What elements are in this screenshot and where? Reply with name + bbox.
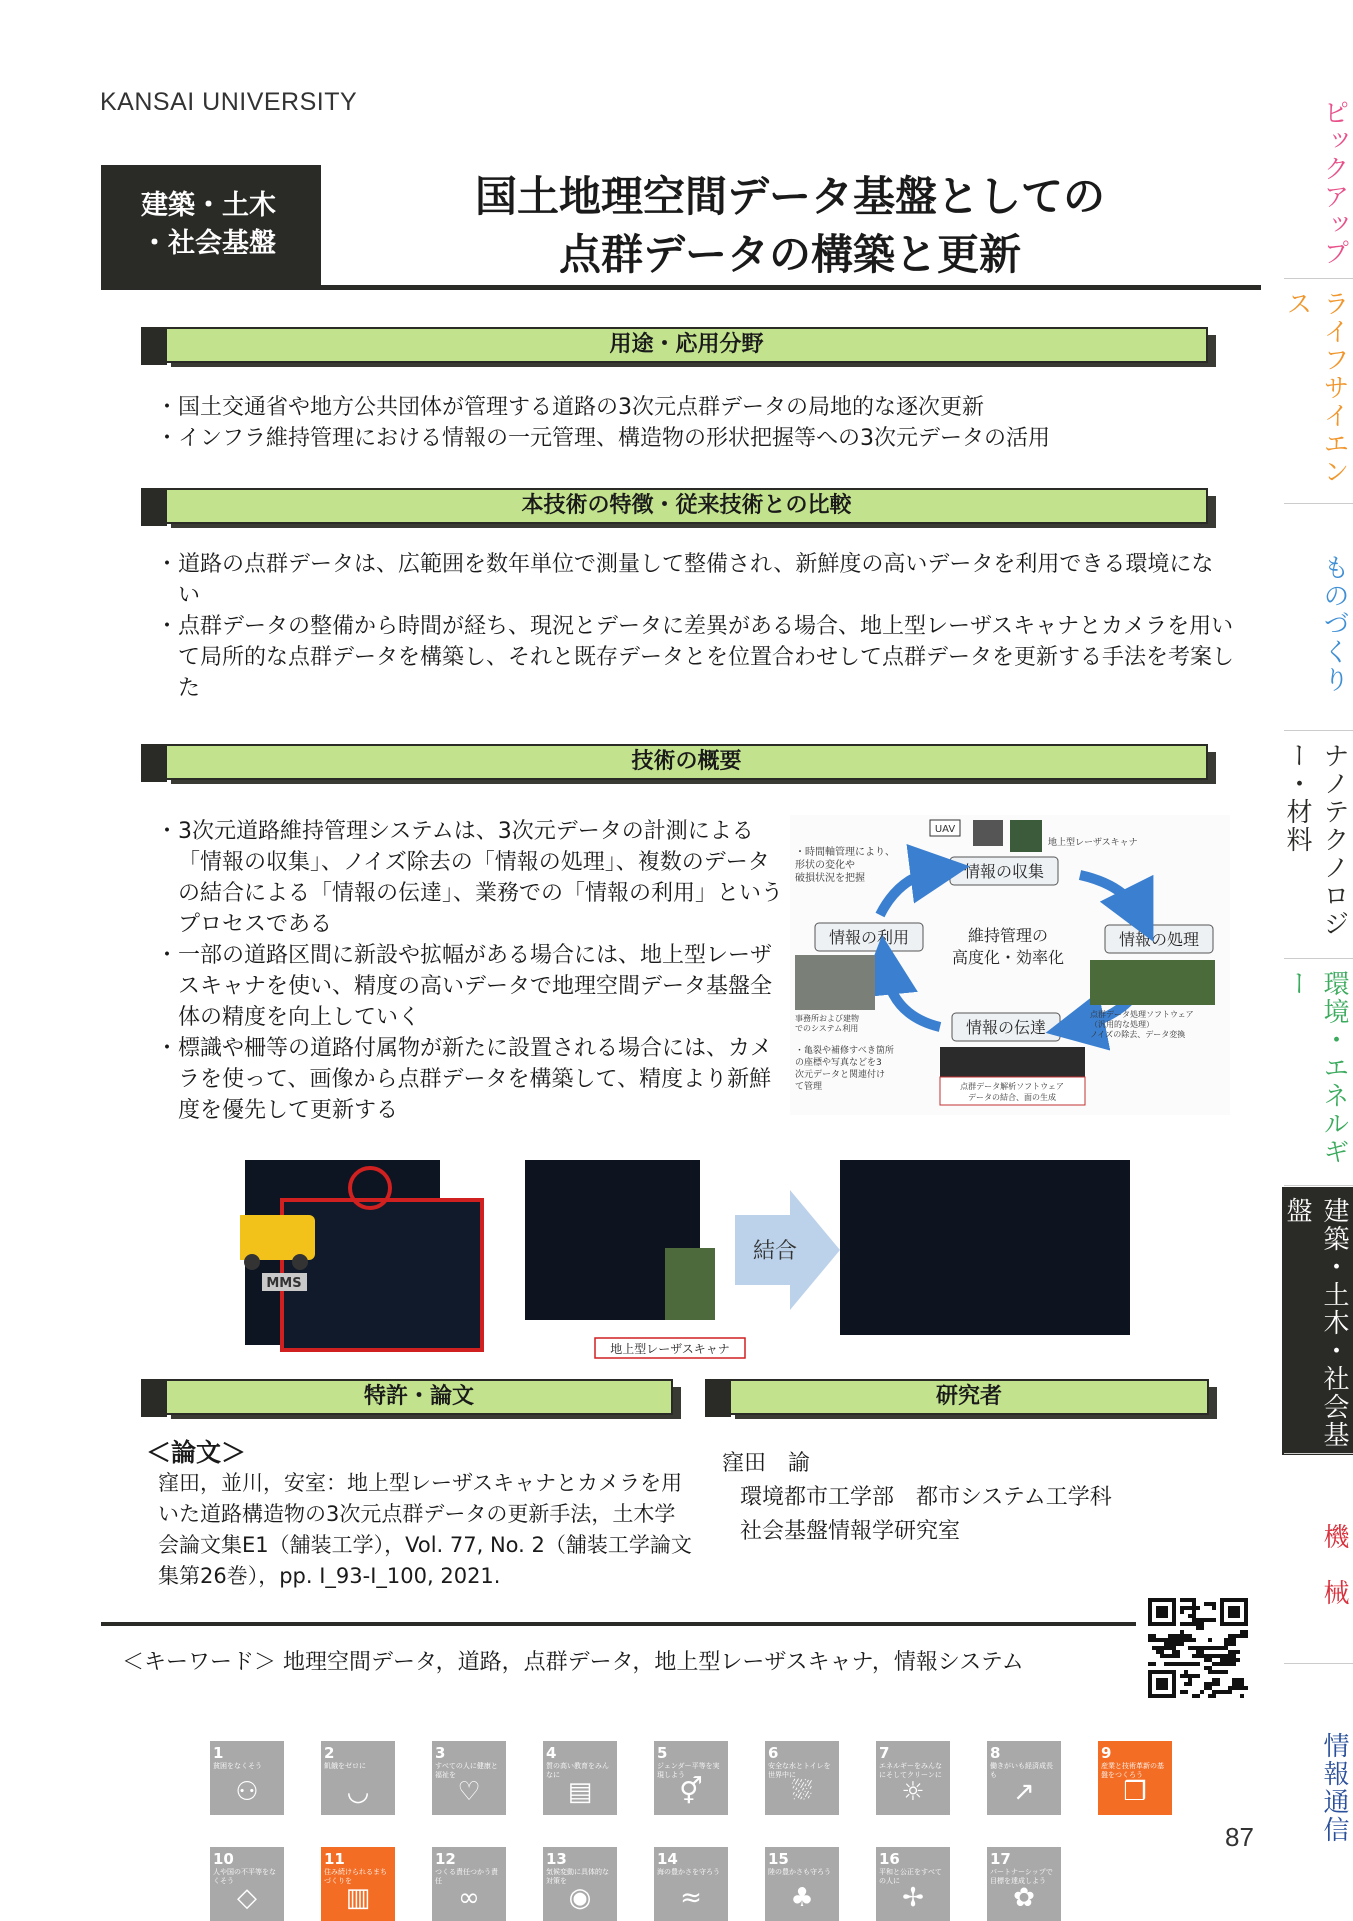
merged-point-cloud	[840, 1160, 1130, 1335]
mms-vehicle	[240, 1215, 315, 1260]
side-tab[interactable]: 環境・エネルギー	[1282, 970, 1349, 1166]
usage-item: ・ 国土交通省や地方公共団体が管理する道路の3次元点群データの局地的な逐次更新	[160, 392, 1240, 423]
dove-icon: ✢	[902, 1883, 924, 1913]
tree-icon: ♣	[790, 1883, 814, 1913]
note-transmit-2: データの結合、面の生成	[968, 1093, 1056, 1102]
researcher-affiliation-1: 環境都市工学部 都市システム工学科	[740, 1485, 1112, 1510]
sdg-goal-tile	[876, 1741, 950, 1815]
sdg-goal-number: 14	[657, 1850, 678, 1868]
sdg-goal-text: すべての人に健康と福祉を	[435, 1762, 498, 1779]
researcher-affiliation-2: 社会基盤情報学研究室	[740, 1519, 961, 1544]
sdg-goal-tile	[654, 1847, 728, 1921]
section-overview-title: 技術の概要	[165, 744, 1208, 780]
equality-icon: ◇	[237, 1883, 257, 1913]
stage-collect-label: 情報の収集	[963, 862, 1045, 881]
heartbeat-icon: ♡	[457, 1777, 481, 1807]
side-tab[interactable]: ナノテクノロジー・材料	[1282, 742, 1349, 938]
sdg-goal-number: 17	[990, 1850, 1011, 1868]
sdg-goal-tile	[765, 1847, 839, 1921]
sdg-goal-tile	[654, 1741, 728, 1815]
merged-data-photo	[940, 1047, 1085, 1077]
category-line-1: 建築・土木	[141, 190, 276, 221]
sdg-goal-text: 質の高い教育をみんなに	[546, 1762, 609, 1779]
sdg-goal-tile	[876, 1847, 950, 1921]
side-tab[interactable]: ものづくり	[1319, 553, 1349, 694]
section-overview-heading	[141, 744, 1216, 782]
gender-icon: ⚥	[679, 1777, 703, 1807]
side-tab[interactable]: ライフサイエンス	[1282, 290, 1349, 486]
section-researcher-heading	[705, 1379, 1217, 1417]
flower-icon: ✿	[1013, 1883, 1035, 1913]
side-tab-divider	[1284, 730, 1353, 731]
family-icon: ⚇	[235, 1777, 259, 1807]
sdg-goal-number: 8	[990, 1744, 1001, 1762]
note-use-2: の座標や写真などを3	[795, 1058, 882, 1068]
center-line-1: 維持管理の	[967, 926, 1049, 945]
sdg-goal-text: 気候変動に具体的な対策を	[546, 1868, 609, 1885]
sdg-goal-number: 15	[768, 1850, 789, 1868]
sdg-goal-tile	[210, 1847, 284, 1921]
features-item: ・ 点群データの整備から時間が経ち、現況とデータに差異がある場合、地上型レーザスキャナとカメラを用いて局所的な点群データを構築し、それと既存データとを位置合わせして点群データを更新する手法を考案した	[160, 611, 1235, 704]
sdg-goal-tile	[543, 1741, 617, 1815]
cycle-tls-label: 地上型レーザスキャナ	[1048, 838, 1138, 848]
side-tab[interactable]: 建築・土木・社会基盤	[1282, 1187, 1353, 1455]
point-cloud-photo	[1090, 960, 1215, 1005]
maintenance-cycle-diagram	[790, 815, 1230, 1115]
section-patents-title: 特許・論文	[165, 1379, 673, 1415]
fish-icon: ≈	[680, 1883, 702, 1913]
overview-item: ・ 一部の道路区間に新設や拡幅がある場合には、地上型レーザスキャナを使い、精度の高いデータで地理空間データ基盤全体の精度を向上していく	[160, 940, 785, 1033]
sdg-goal-text: 人や国の不平等をなくそう	[213, 1868, 276, 1885]
sdg-goal-number: 12	[435, 1850, 456, 1868]
stage-transmit-label: 情報の伝達	[965, 1018, 1047, 1037]
note-process-2: （汎用的な処理）	[1090, 1020, 1154, 1029]
stage-use-label: 情報の利用	[828, 928, 910, 947]
infinity-icon: ∞	[458, 1883, 480, 1913]
section-patents-heading	[141, 1379, 681, 1417]
sdg-goal-tile	[765, 1741, 839, 1815]
sdg-goal-text: 海の豊かさを守ろう	[657, 1868, 720, 1876]
growth-icon: ↗	[1013, 1777, 1035, 1807]
features-item: ・ 道路の点群データは、広範囲を数年単位で測量して整備され、新鮮度の高いデータを利用できる環境にない	[160, 549, 1235, 611]
note-use-1: ・亀裂や補修すべき箇所	[795, 1046, 894, 1056]
overview-item: ・ 標識や柵等の道路付属物が新たに設置される場合には、カメラを使って、画像から点群データを構築して、精度より新鮮度を優先して更新する	[160, 1033, 785, 1126]
sdg-goal-text: 安全な水とトイレを世界中に	[768, 1762, 831, 1779]
usage-item: ・ インフラ維持管理における情報の一元管理、構造物の形状把握等への3次元データの活用	[160, 423, 1240, 454]
bowl-icon: ◡	[346, 1777, 370, 1807]
sdg-goal-tile	[432, 1847, 506, 1921]
tls-label: 地上型レーザスキャナ	[610, 1342, 730, 1356]
side-tab[interactable]: ピックアップ	[1319, 98, 1349, 267]
uav-drone-photo	[973, 820, 1003, 846]
section-features-heading	[141, 488, 1216, 526]
brand-name: KANSAI UNIVERSITY	[100, 88, 358, 116]
note-photo-2: でのシステム利用	[795, 1024, 859, 1033]
page-number: 87	[1225, 1822, 1254, 1852]
note-use-3: 次元データと関連付け	[795, 1070, 886, 1080]
title-line-2: 点群データの構築と更新	[558, 230, 1021, 279]
sun-icon: ☼	[901, 1777, 925, 1807]
sdg-goal-text: 住み続けられるまちづくりを	[324, 1868, 387, 1885]
side-tab-divider	[1284, 278, 1353, 279]
uav-label: UAV	[934, 824, 956, 835]
paper-label: ＜論文＞	[146, 1438, 247, 1467]
stage-process-label: 情報の処理	[1118, 930, 1200, 949]
sdg-goal-number: 9	[1101, 1744, 1112, 1762]
scanner-photo	[1010, 820, 1042, 852]
sdg-goal-number: 3	[435, 1744, 446, 1762]
sdg-goal-text: パートナーシップで目標を達成しよう	[990, 1868, 1053, 1885]
sdg-goal-number: 2	[324, 1744, 335, 1762]
section-usage-title: 用途・応用分野	[165, 327, 1208, 363]
tls-photo	[665, 1248, 715, 1320]
mms-label: MMS	[266, 1276, 302, 1291]
sdg-goal-number: 16	[879, 1850, 900, 1868]
center-line-2: 高度化・効率化	[951, 948, 1065, 967]
overview-item: ・ 3次元道路維持管理システムは、3次元データの計測による「情報の収集」、ノイズ除去の「情報の処理」、複数のデータの結合による「情報の伝達」、業務での「情報の利用」というプロセスである	[160, 816, 785, 940]
section-usage-heading	[141, 327, 1216, 365]
paper-citation: 窪田，並川，安室：地上型レーザスキャナとカメラを用いた道路構造物の3次元点群データの更新手法，土木学会論文集E1（舗装工学），Vol. 77, No. 2（舗装工学論文集第26巻），pp. I_93-I_100, 2021.	[158, 1471, 692, 1588]
side-tab[interactable]: 機 械	[1319, 1523, 1349, 1607]
side-tab-divider	[1284, 503, 1353, 504]
cubes-icon: ❒	[1123, 1777, 1147, 1807]
sdg-goal-text: つくる責任つかう責任	[435, 1868, 498, 1885]
category-line-2: ・社会基盤	[141, 228, 276, 259]
sdg-goal-text: 陸の豊かさも守ろう	[768, 1868, 831, 1876]
section-features-title: 本技術の特徴・従来技術との比較	[165, 488, 1208, 524]
sdg-goal-tile	[432, 1741, 506, 1815]
side-tab-divider	[1284, 1663, 1353, 1664]
merge-label: 結合	[752, 1239, 798, 1264]
side-tab-divider	[1284, 1453, 1353, 1454]
sdg-goal-tile	[321, 1847, 395, 1921]
sdg-goal-text: エネルギーをみんなにそしてクリーンに	[879, 1762, 942, 1779]
category-label	[101, 165, 321, 287]
note-collect-1: ・時間軸管理により、	[795, 847, 895, 858]
sdg-goal-tile	[987, 1847, 1061, 1921]
note-collect-3: 破損状況を把握	[795, 873, 865, 884]
note-process-1: 点群データ処理ソフトウェア	[1090, 1010, 1194, 1019]
eye-icon: ◉	[568, 1883, 592, 1913]
book-icon: ▤	[567, 1777, 593, 1807]
sdg-goal-tile	[543, 1847, 617, 1921]
note-collect-2: 形状の変化や	[795, 860, 855, 871]
sdg-goal-text: 働きがいも経済成長も	[990, 1762, 1053, 1779]
side-tab[interactable]: 情報通信	[1319, 1731, 1349, 1844]
sdg-goal-text: 産業と技術革新の基盤をつくろう	[1101, 1762, 1164, 1779]
sdg-goal-number: 5	[657, 1744, 668, 1762]
sdg-goal-text: 貧困をなくそう	[213, 1762, 262, 1770]
road-photo	[795, 955, 875, 1010]
sdg-goal-number: 10	[213, 1850, 234, 1868]
water-icon: ⛆	[791, 1776, 813, 1806]
title-line-1: 国土地理空間データ基盤としての	[474, 172, 1105, 221]
researcher-name: 窪田 諭	[722, 1451, 811, 1476]
sdg-goal-number: 7	[879, 1744, 890, 1762]
note-process-3: ノイズの除去、データ変換	[1090, 1030, 1186, 1039]
sdg-goal-text: 平和と公正をすべての人に	[879, 1868, 942, 1885]
sdg-goal-number: 11	[324, 1850, 345, 1868]
side-tab-divider	[1284, 1185, 1353, 1186]
keyword-rule	[101, 1622, 1136, 1626]
sdg-goal-text: 飢餓をゼロに	[324, 1762, 366, 1770]
city-icon: ▥	[345, 1883, 371, 1913]
qr-code[interactable]	[1148, 1598, 1248, 1698]
overview-list	[160, 816, 785, 1126]
sdg-goal-tile	[321, 1741, 395, 1815]
sdg-goal-tile	[210, 1741, 284, 1815]
title-rule	[101, 285, 1261, 290]
features-list	[160, 549, 1235, 704]
sdg-goal-number: 6	[768, 1744, 779, 1762]
note-use-4: て管理	[795, 1082, 823, 1092]
sdg-goal-tile	[987, 1741, 1061, 1815]
page-title	[340, 168, 1240, 284]
usage-list	[160, 392, 1240, 454]
note-photo-1: 事務所および建物	[795, 1014, 859, 1023]
sdg-goal-tile	[1098, 1741, 1172, 1815]
sdg-goal-number: 1	[213, 1744, 224, 1762]
sdg-goal-number: 4	[546, 1744, 557, 1762]
side-tab-divider	[1284, 958, 1353, 959]
merge-figure	[240, 1160, 1130, 1360]
section-researcher-title: 研究者	[729, 1379, 1209, 1415]
sdg-goal-number: 13	[546, 1850, 567, 1868]
keywords: ＜キーワード＞ 地理空間データ，道路，点群データ，地上型レーザスキャナ，情報システム	[122, 1650, 1024, 1675]
note-transmit-1: 点群データ解析ソフトウェア	[960, 1082, 1064, 1091]
sdg-goal-text: ジェンダー平等を実現しよう	[657, 1762, 720, 1779]
